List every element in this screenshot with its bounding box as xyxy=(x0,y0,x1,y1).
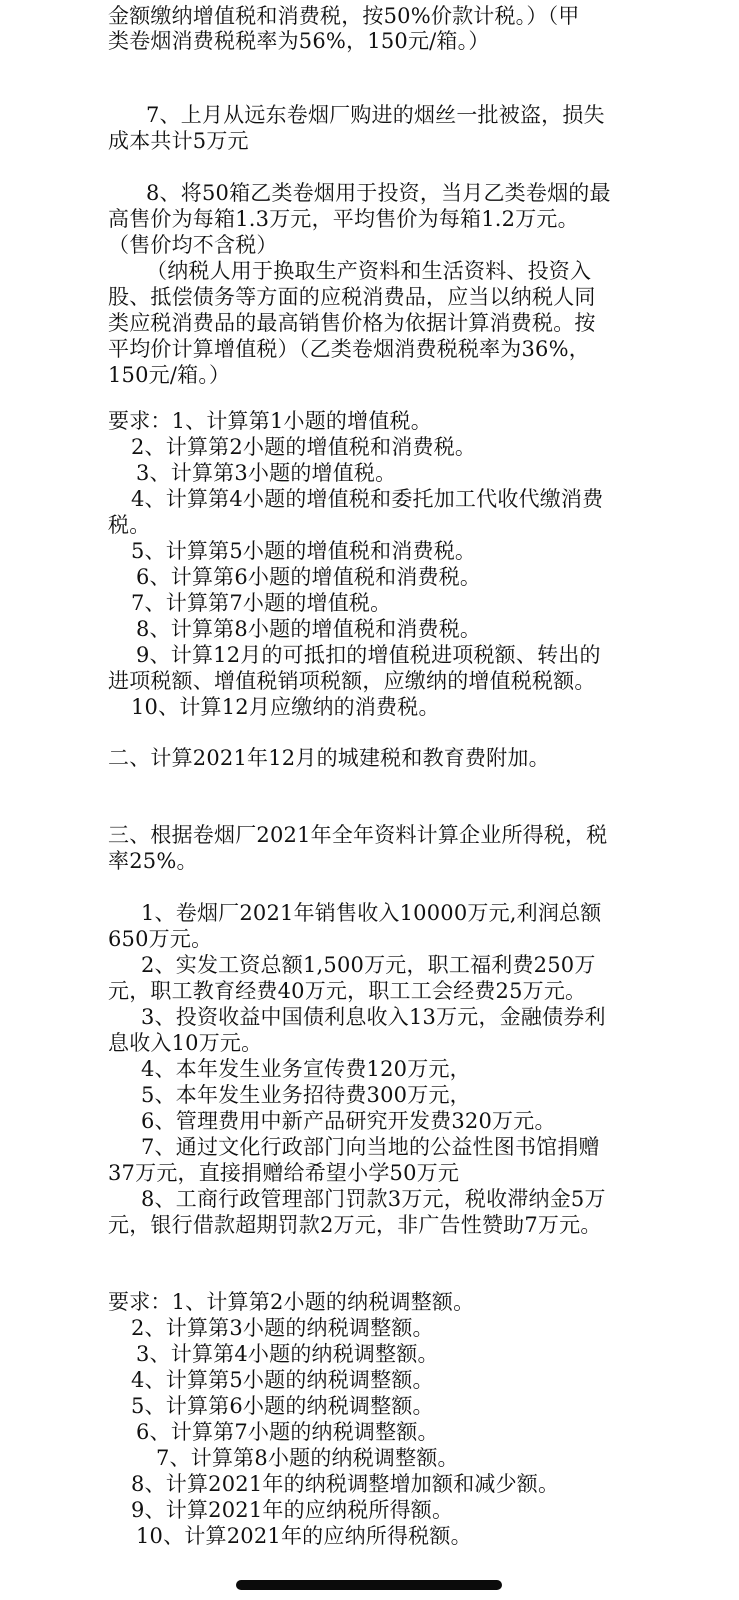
text-line: 4、计算第4小题的增值税和委托加工代收代缴消费 xyxy=(131,487,604,511)
text-line: 三、根据卷烟厂2021年全年资料计算企业所得税，税 xyxy=(108,823,608,847)
text-line: 股、抵偿债务等方面的应税消费品，应当以纳税人同 xyxy=(108,285,596,309)
text-line: 类应税消费品的最高销售价格为依据计算消费税。按 xyxy=(108,311,596,335)
text-line: 4、计算第5小题的纳税调整额。 xyxy=(131,1368,434,1392)
text-line: 税。 xyxy=(108,513,151,537)
text-line: 息收入10万元。 xyxy=(108,1031,263,1055)
text-line: 要求：1、计算第1小题的增值税。 xyxy=(108,409,432,433)
text-line: 5、本年发生业务招待费300万元， xyxy=(141,1083,471,1107)
text-line: 5、计算第5小题的增值税和消费税。 xyxy=(131,539,477,563)
text-line: 类卷烟消费税税率为56%，150元/箱。） xyxy=(108,29,490,53)
text-line: 37万元，直接捐赠给希望小学50万元 xyxy=(108,1161,460,1185)
text-line: 高售价为每箱1.3万元，平均售价为每箱1.2万元。 xyxy=(108,207,579,231)
text-line: 6、计算第7小题的纳税调整额。 xyxy=(136,1420,439,1444)
text-line: 5、计算第6小题的纳税调整额。 xyxy=(131,1394,434,1418)
text-line: 8、工商行政管理部门罚款3万元，税收滞纳金5万 xyxy=(141,1187,606,1211)
text-line: 进项税额、增值税销项税额，应缴纳的增值税税额。 xyxy=(108,669,596,693)
text-line: 8、将50箱乙类卷烟用于投资，当月乙类卷烟的最 xyxy=(146,181,611,205)
text-line: 7、上月从远东卷烟厂购进的烟丝一批被盗，损失 xyxy=(146,103,605,127)
text-line: 二、计算2021年12月的城建税和教育费附加。 xyxy=(108,746,550,770)
text-line: 金额缴纳增值税和消费税，按50%价款计税。）（甲 xyxy=(108,4,580,28)
text-line: 650万元。 xyxy=(108,927,213,951)
text-line: 2、计算第2小题的增值税和消费税。 xyxy=(131,435,477,459)
text-line: （售价均不含税） xyxy=(108,233,278,257)
text-line: 9、计算2021年的应纳税所得额。 xyxy=(131,1498,454,1522)
text-line: 2、计算第3小题的纳税调整额。 xyxy=(131,1316,434,1340)
text-line: 6、管理费用中新产品研究开发费320万元。 xyxy=(141,1109,556,1133)
text-line: 9、计算12月的可抵扣的增值税进项税额、转出的 xyxy=(136,643,601,667)
text-line: 3、计算第4小题的纳税调整额。 xyxy=(136,1342,439,1366)
home-indicator[interactable] xyxy=(236,1580,502,1590)
text-line: 要求：1、计算第2小题的纳税调整额。 xyxy=(108,1290,475,1314)
text-line: 8、计算第8小题的增值税和消费税。 xyxy=(136,617,482,641)
text-line: 6、计算第6小题的增值税和消费税。 xyxy=(136,565,482,589)
text-line: 3、投资收益中国债利息收入13万元，金融债券利 xyxy=(141,1005,606,1029)
text-line: 7、计算第8小题的纳税调整额。 xyxy=(156,1446,459,1470)
text-line: 3、计算第3小题的增值税。 xyxy=(136,461,397,485)
text-line: 8、计算2021年的纳税调整增加额和减少额。 xyxy=(131,1472,560,1496)
text-line: 1、卷烟厂2021年销售收入10000万元,利润总额 xyxy=(141,901,602,925)
text-line: 率25%。 xyxy=(108,849,198,873)
text-line: 2、实发工资总额1,500万元，职工福利费250万 xyxy=(141,953,596,977)
text-line: 10、计算12月应缴纳的消费税。 xyxy=(131,695,440,719)
text-line: 元，银行借款超期罚款2万元，非广告性赞助7万元。 xyxy=(108,1213,602,1237)
text-line: 10、计算2021年的应纳所得税额。 xyxy=(136,1524,472,1548)
text-line: 150元/箱。） xyxy=(108,363,231,387)
text-line: 7、通过文化行政部门向当地的公益性图书馆捐赠 xyxy=(141,1135,600,1159)
text-line: 元，职工教育经费40万元，职工工会经费25万元。 xyxy=(108,979,587,1003)
text-line: （纳税人用于换取生产资料和生活资料、投资入 xyxy=(146,259,592,283)
text-line: 平均价计算增值税）（乙类卷烟消费税税率为36%， xyxy=(108,337,590,361)
text-line: 4、本年发生业务宣传费120万元， xyxy=(141,1057,471,1081)
text-line: 成本共计5万元 xyxy=(108,129,249,153)
text-line: 7、计算第7小题的增值税。 xyxy=(131,591,392,615)
